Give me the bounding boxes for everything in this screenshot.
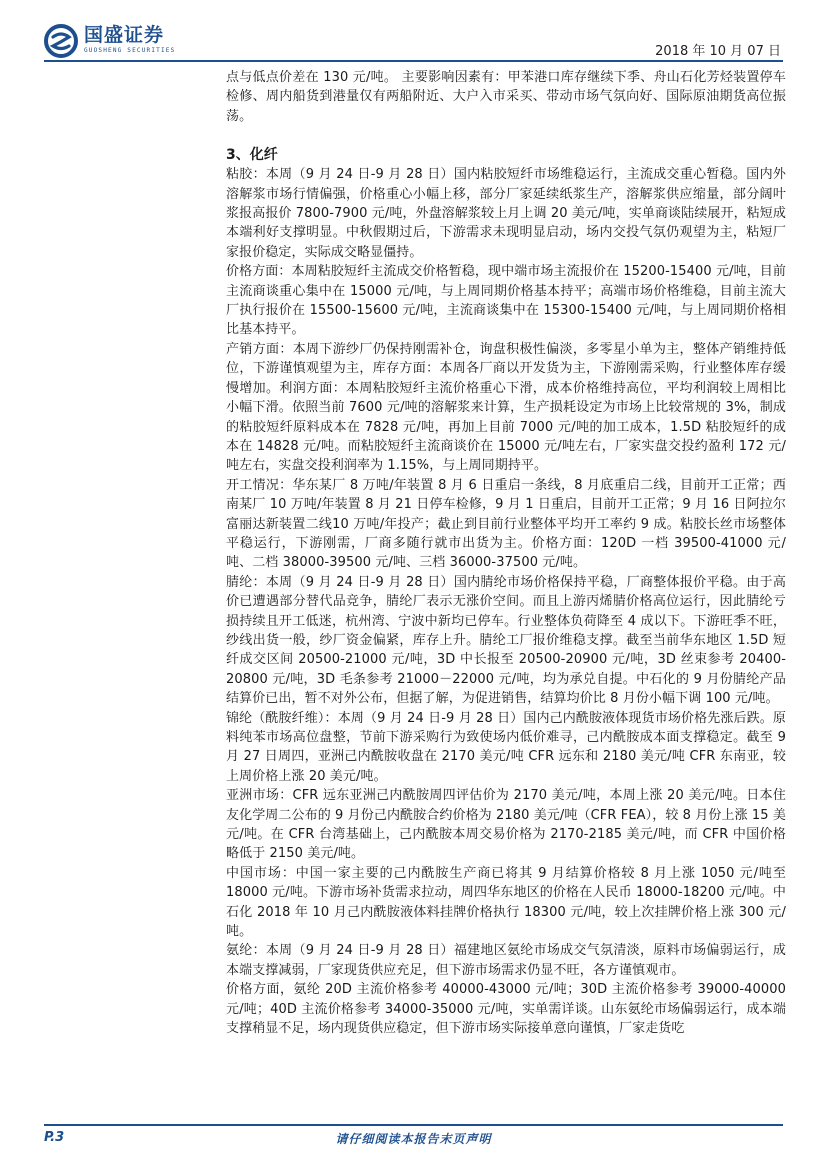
section-title: 3、化纤 — [226, 147, 278, 164]
brand-name-cn: 国盛证券 — [84, 24, 165, 46]
paragraph-acrylic: 腈纶：本周（9 月 24 日-9 月 28 日）国内腈纶市场价格保持平稳，厂商整体报价平稳。由于高价已遭遇部分替代品竞争，腈纶厂表示无涨价空间。而且上游丙烯腈价格高位运行，因此腈纶亏损持续且开工低迷，杭州湾、宁波中新均已停车。行业整体负荷降至 4 成以下。下游旺季不旺，纱线出货一般，纱厂资金偏紧，库存上升。腈纶工厂报价维稳支撑。截至当前华东地区 1.5D 短纤成交区间 20500-21000 元/吨，3D 中长报至 20500-20900 元/吨，3D 丝束参考 20400-20800 元/吨，3D 毛条参考 21000－22000 元/吨，均为承兑自提。中石化的 9 月份腈纶产品结算价已出，暂不对外公布，但据了解，为促进销售，结算均价比 8 月份小幅下调 100 元/吨。 — [226, 574, 786, 707]
header-divider — [44, 60, 783, 62]
paragraph-viscose-sales: 产销方面：本周下游纱厂仍保持刚需补仓，询盘积极性偏淡，多零星小单为主，整体产销维持低位，下游谨慎观望为主，库存方面：本周各厂商以开发货为主，下游刚需采购，行业整体库存缓慢增加。利润方面：本周粘胶短纤主流价格重心下滑，成本价格维持高位，平均利润较上周相比小幅下滑。依照当前 7600 元/吨的溶解浆来计算，生产损耗设定为市场上比较常规的 3%，制成的粘胶短纤原料成本在 7828 元/吨，再加上目前 7000 元/吨的加工成本，1.5D 粘胶短纤的成本在 14828 元/吨。而粘胶短纤主流商谈价在 15000 元/吨左右，厂家实盘交投约盈利 172 元/吨左右，实盘交投利润率为 1.15%，与上周同期持平。 — [226, 341, 786, 474]
brand-logo-icon — [44, 24, 78, 58]
paragraph-viscose-price: 价格方面：本周粘胶短纤主流成交价格暂稳，现中端市场主流报价在 15200-15400 元/吨，目前主流商谈重心集中在 15000 元/吨，与上周同期价格基本持平；高端市场价格维稳，目前主流大厂执行报价在 15500-15600 元/吨，主流商谈集中在 15300-15400 元/吨，与上周同期价格相比基本持平。 — [226, 264, 786, 338]
footer-disclaimer: 请仔细阅读本报告末页声明 — [335, 1132, 492, 1146]
page-number: P.3 — [44, 1130, 65, 1145]
paragraph-spandex: 氨纶：本周（9 月 24 日-9 月 28 日）福建地区氨纶市场成交气氛清淡，原料市场偏弱运行，成本端支撑减弱，厂家现货供应充足，但下游市场需求仍显不旺，各方谨慎观市。 — [226, 943, 786, 978]
paragraph-spandex-price: 价格方面，氨纶 20D 主流价格参考 40000-43000 元/吨；30D 主流价格参考 39000-40000 元/吨；40D 主流价格参考 34000-35000 元/吨，实单需详谈。山东氨纶市场偏弱运行，成本端支撑稍显不足，场内现货供应稳定，但下游市场实际接单意向谨慎，厂家走货吃 — [226, 982, 786, 1037]
intro-paragraph: 点与低点价差在 130 元/吨。 主要影响因素有：甲苯港口库存继续下季、舟山石化芳烃装置停车检修、周内船货到港量仅有两船附近、大户入市采买、带动市场气氛向好、国际原油期货高位振荡。 — [226, 70, 786, 124]
page-header — [0, 0, 827, 66]
brand-name-en: GUOSHENG SECURITIES — [84, 47, 176, 54]
report-date: 2018 年 10 月 07 日 — [655, 44, 781, 59]
paragraph-asia-market: 亚洲市场：CFR 远东亚洲己内酰胺周四评估价为 2170 美元/吨，本周上涨 20 美元/吨。日本住友化学周二公布的 9 月份己内酰胺合约价格为 2180 美元/吨（CFR FEA），较 8 月份上涨 15 美元/吨。在 CFR 台湾基础上，己内酰胺本周交易价格为 2170-2185 美元/吨，而 CFR 中国价格略低于 2150 美元/吨。 — [226, 788, 786, 862]
paragraph-nylon: 锦纶（酰胺纤维）：本周（9 月 24 日-9 月 28 日）国内己内酰胺液体现货市场价格先涨后跌。原料纯苯市场高位盘整，节前下游采购行为致使场内低价难寻，己内酰胺成本面支撑稳定。截至 9 月 27 日周四，亚洲己内酰胺收盘在 2170 美元/吨 CFR 远东和 2180 美元/吨 CFR 东南亚，较上周价格上涨 20 美元/吨。 — [226, 710, 786, 784]
brand-logo — [44, 24, 175, 58]
report-body — [226, 68, 786, 1039]
paragraph-china-market: 中国市场：中国一家主要的己内酰胺生产商已将其 9 月结算价格较 8 月上涨 1050 元/吨至 18000 元/吨。下游市场补货需求拉动，周四华东地区的价格在人民币 18000-18200 元/吨。中石化 2018 年 10 月己内酰胺液体料挂牌价格执行 18300 元/吨，较上次挂牌价格上涨 300 元/吨。 — [226, 865, 786, 940]
paragraph-viscose-operation: 开工情况：华东某厂 8 万吨/年装置 8 月 6 日重启一条线，8 月底重启二线，目前开工正常；西南某厂 10 万吨/年装置 8 月 21 日停车检修，9 月 1 日重启，目前开工正常；9 月 16 日阿拉尔富丽达新装置二线10 万吨/年投产；截止到目前行业整体平均开工率约 9 成。粘胶长丝市场整体平稳运行，下游刚需，厂商多随行就市出货为主。价格方面：120D 一档 39500-41000 元/吨、二档 38000-39500 元/吨、三档 36000-37500 元/吨。 — [226, 477, 786, 571]
paragraph-viscose: 粘胶：本周（9 月 24 日-9 月 28 日）国内粘胶短纤市场维稳运行，主流成交重心暂稳。国内外溶解浆市场行情偏强，价格重心小幅上移，部分厂家延续纸浆生产，溶解浆供应缩量，部分阔叶浆报高报价 7800-7900 元/吨，外盘溶解浆较上月上调 20 美元/吨，实单商谈陆续展开，粘短成本端利好支撑明显。中秋假期过后，下游需求未现明显启动，场内交投气氛仍观望为主，粘短厂家报价稳定，实际成交略显僵持。 — [226, 167, 786, 260]
footer-divider — [44, 1124, 783, 1126]
